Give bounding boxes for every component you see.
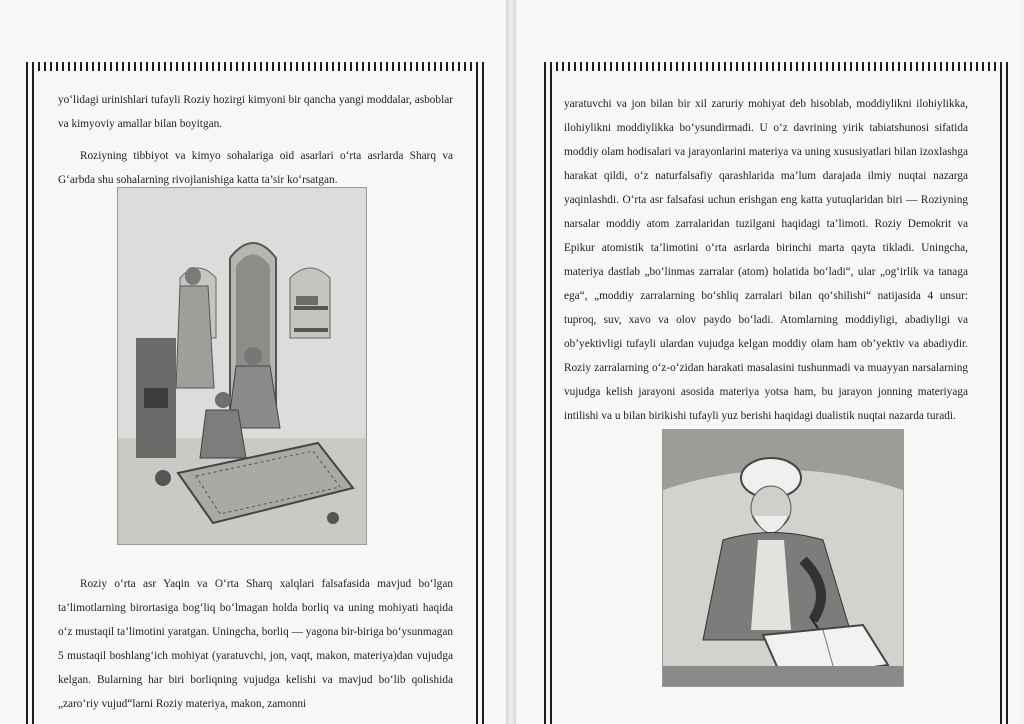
left-text-top bbox=[58, 88, 453, 192]
left-text-bottom bbox=[58, 572, 453, 716]
right-page bbox=[516, 0, 1022, 724]
laboratory-illustration bbox=[117, 187, 367, 545]
left-paragraph-2: Roziyning tibbiyot va kimyo sohalariga oid asarlari o‘rta asrlarda Sharq va G‘arbda shu sohalarning rivojlanishiga katta ta’sir ko‘rsatgan. bbox=[58, 150, 453, 186]
scholar-portrait-illustration bbox=[662, 429, 904, 687]
right-paragraph-1: yaratuvchi va jon bilan bir xil zaruriy mohiyat deb hisoblab, moddiylikni ilohiylikka, ilohiylikni moddiylikka bo‘ysundirmadi. U o‘z davrining yirik tabiatshunosi sifatida moddiy olam hodisalari va jarayonlarini materiya va uning xususiyatlari bilan izoxlashga harakat qildi, o‘z naturfalsafiy qarashlarida ma’lum darajada ilmiy nuqtai nazarga yaqinlashdi. O‘rta asr falsafasi uchun erishgan eng katta yutuqlaridan biri — Roziyning narsalar moddiy atom zarralaridan tuzilgani haqidagi ta’limoti. Roziy Demokrit va Epikur atomistik ta’limotini o‘rta asrlarda birinchi marta qayta tikladi. Uningcha, materiya dastlab „bo‘linmas zarralar (atom) holatida bo‘ladi“, ular „og‘irlik va tanaga ega“, „moddiy zarralarning bo‘shliq zarralari bilan qo‘shilishi“ natijasida 4 unsur: tuproq, suv, xavo va olov paydo bo‘ladi. Atomlarning moddiyligi, abadiyligi va ob’yektivligi tufayli ulardan vujudga kelgan moddiy olam ham ob’yektiv va abadiydir. Roziy zarralarning o‘z-o‘zidan harakati masalasini tushunmadi va muayyan narsalarning vujudga kelish jarayoni asosida materiya yotsa ham, bu jarayon jonning materiyaga intilishi va u bilan birikishi tufayli yuz berishi haqidagi dualistik nuqtai nazarda turadi. bbox=[564, 98, 968, 422]
page-gutter bbox=[506, 0, 516, 724]
left-paragraph-3: Roziy o‘rta asr Yaqin va O‘rta Sharq xalqlari falsafasida mavjud bo‘lgan ta’limotlarning birortasiga bog‘liq bo‘lmagan holda borliq va uning mohiyati haqida o‘z mustaqil ta’limotini yaratgan. Uningcha, borliq — yagona bir-biriga bo‘ysunmagan 5 mustaqil boshlang‘ich mohiyat (yaratuvchi, jon, vaqt, makon, materiya)dan vujudga kelgan. Bularning har biri borliqning vujudga kelishi va mavjud bo‘lib qolishida „zaro‘riy vujud“larni Roziy materiya, makon, zamonni bbox=[58, 578, 453, 710]
left-page bbox=[0, 0, 506, 724]
left-paragraph-1: yo‘lidagi urinishlari tufayli Roziy hozirgi kimyoni bir qancha yangi moddalar, asboblar va kimyoviy amallar bilan boyitgan. bbox=[58, 94, 453, 130]
right-text bbox=[564, 92, 968, 428]
